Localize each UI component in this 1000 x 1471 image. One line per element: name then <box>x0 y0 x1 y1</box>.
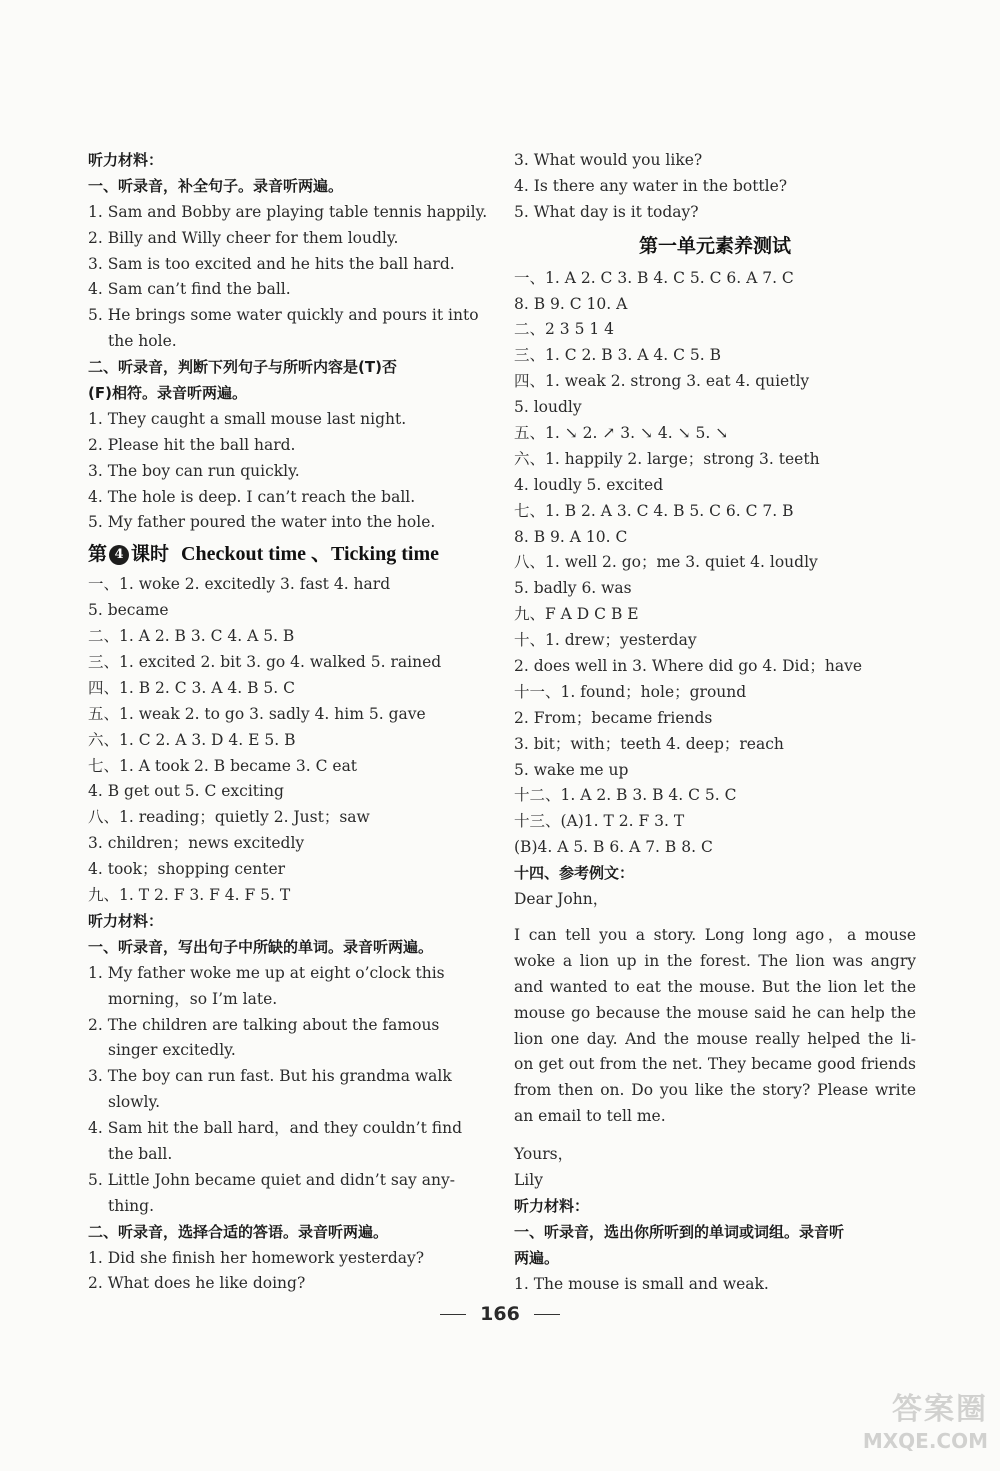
list-item: 4. Sam can’t find the ball. <box>88 280 291 299</box>
answer-line: 3. bit；with；teeth 4. deep；reach <box>514 734 784 753</box>
list-item: 1. Sam and Bobby are playing table tennis happily. <box>88 202 488 221</box>
unit-test-title: 第一单元素养测试 <box>638 234 791 257</box>
page-number <box>0 1303 1000 1325</box>
list-item: 2. Billy and Willy cheer for them loudly. <box>88 228 399 247</box>
list-item: 1. My father woke me up at eight o’clock this <box>88 963 445 982</box>
list-item: 5. He brings some water quickly and pours it into <box>88 306 479 325</box>
answer-line: 八、1. well 2. go；me 3. quiet 4. loudly <box>514 553 818 572</box>
letter-body: I can tell you a story. Long long ago，a mouse woke a lion up in the forest. The lion was angry and wanted to eat the mouse. But the lion let the mouse go because the mouse said he can help the lion one day. And the mouse really helped the li- on get out from the net. They became good friends from then on. Do you like the story? Please write an email to tell me. <box>514 925 916 1126</box>
list-item: 1. The mouse is small and weak. <box>514 1274 769 1293</box>
list-item: 1. Did she finish her homework yesterday? <box>88 1248 425 1267</box>
section-title: 二、听录音，选择合适的答语。录音听两遍。 <box>88 1222 389 1241</box>
answer-line: 2. does well in 3. Where did go 4. Did；have <box>514 657 863 676</box>
section-title-continuation: 两遍。 <box>514 1248 560 1267</box>
section-title: 一、听录音，选出你所听到的单词或词组。录音听 <box>514 1222 845 1241</box>
list-item-continuation: slowly. <box>108 1093 161 1112</box>
listening-header: 听力材料： <box>88 911 164 930</box>
list-item: 3. The boy can run quickly. <box>88 461 300 480</box>
list-item-continuation: the ball. <box>108 1144 173 1163</box>
lesson-title: Checkout time 、Ticking time <box>181 543 439 566</box>
answer-line: 四、1. B 2. C 3. A 4. B 5. C <box>88 678 295 697</box>
answer-line: 4. took；shopping center <box>88 860 286 879</box>
answer-line: 六、1. happily 2. large；strong 3. teeth <box>514 449 820 468</box>
answer-line: (B)4. A 5. B 6. A 7. B 8. C <box>514 838 713 857</box>
answer-line: 五、1. weak 2. to go 3. sadly 4. him 5. gave <box>88 704 426 723</box>
page-number-dash-left <box>440 1314 466 1315</box>
list-item: 2. Please hit the ball hard. <box>88 435 296 454</box>
list-item-continuation: thing. <box>108 1196 155 1215</box>
lesson-number-badge: 4 <box>109 545 129 565</box>
list-item: 3. What would you like? <box>514 151 703 169</box>
list-item: 2. The children are talking about the famous <box>88 1015 440 1034</box>
answer-line: 4. B get out 5. C exciting <box>88 782 284 801</box>
answer-line: 十一、1. found；hole；ground <box>514 682 747 701</box>
answer-line: 十二、1. A 2. B 3. B 4. C 5. C <box>514 786 737 805</box>
page-number-value: 166 <box>480 1303 520 1325</box>
answer-line: 十、1. drew；yesterday <box>514 631 697 650</box>
letter-signature: Lily <box>514 1171 543 1190</box>
watermark-url: MXQE.COM <box>862 1429 988 1453</box>
answer-line: 3. children；news excitedly <box>88 834 305 853</box>
list-item: 4. Is there any water in the bottle? <box>514 176 788 195</box>
answer-line: 五、1. ↘ 2. ↗ 3. ↘ 4. ↘ 5. ↘ <box>514 424 729 443</box>
section-title: 一、听录音，写出句子中所缺的单词。录音听两遍。 <box>88 937 434 956</box>
answer-line: 8. B 9. A 10. C <box>514 527 628 546</box>
answer-line: 九、1. T 2. F 3. F 4. F 5. T <box>88 886 291 905</box>
answer-line: 六、1. C 2. A 3. D 4. E 5. B <box>88 730 296 749</box>
answer-line: 四、1. weak 2. strong 3. eat 4. quietly <box>514 372 810 391</box>
answer-line: 十三、(A)1. T 2. F 3. T <box>514 812 685 831</box>
letter-closing: Yours， <box>514 1145 574 1164</box>
answer-line: 七、1. A took 2. B became 3. C eat <box>88 756 358 775</box>
letter-greeting: Dear John， <box>514 890 609 909</box>
lesson-suffix: 课时 <box>131 543 170 566</box>
page-number-dash-right <box>534 1314 560 1315</box>
list-item: 5. What day is it today? <box>514 202 699 221</box>
answer-line: 二、2 3 5 1 4 <box>514 320 615 339</box>
answer-line: 5. badly 6. was <box>514 579 632 598</box>
sample-essay-label: 十四、参考例文： <box>514 864 635 883</box>
list-item: 3. Sam is too excited and he hits the ball hard. <box>88 254 455 273</box>
list-item-continuation: singer excitedly. <box>108 1041 236 1060</box>
answer-line: 4. loudly 5. excited <box>514 475 664 494</box>
left-column <box>88 148 496 1297</box>
list-item: 4. The hole is deep. I can’t reach the ball. <box>88 487 416 506</box>
answer-line: 5. wake me up <box>514 760 629 779</box>
answer-line: 七、1. B 2. A 3. C 4. B 5. C 6. C 7. B <box>514 501 794 520</box>
answer-line: 三、1. C 2. B 3. A 4. C 5. B <box>514 346 721 365</box>
list-item: 5. My father poured the water into the hole. <box>88 513 436 532</box>
list-item: 3. The boy can run fast. But his grandma walk <box>88 1067 452 1086</box>
list-item: 2. What does he like doing? <box>88 1274 306 1293</box>
list-item: 1. They caught a small mouse last night. <box>88 409 407 428</box>
list-item-continuation: morning，so I’m late. <box>108 989 278 1008</box>
list-item: 5. Little John became quiet and didn’t say any- <box>88 1170 455 1189</box>
answer-line: 二、1. A 2. B 3. C 4. A 5. B <box>88 627 295 646</box>
right-column <box>514 148 916 1298</box>
answer-line: 九、F A D C B E <box>514 605 639 624</box>
answer-line: 5. became <box>88 601 169 620</box>
list-item-continuation: the hole. <box>108 332 177 351</box>
watermark-text: 答案圈 <box>892 1392 988 1427</box>
section-title: 一、听录音，补全句子。录音听两遍。 <box>88 176 344 195</box>
answer-line: 一、1. woke 2. excitedly 3. fast 4. hard <box>88 575 391 594</box>
answer-line: 5. loudly <box>514 398 582 417</box>
answer-line: 8. B 9. C 10. A <box>514 294 628 313</box>
lesson-heading <box>88 536 496 572</box>
listening-header: 听力材料： <box>514 1196 590 1215</box>
section-title-continuation: (F)相符。录音听两遍。 <box>88 384 247 403</box>
answer-line: 一、1. A 2. C 3. B 4. C 5. C 6. A 7. C <box>514 268 794 287</box>
lesson-prefix: 第 <box>88 543 108 566</box>
list-item: 4. Sam hit the ball hard，and they couldn’t find <box>88 1119 462 1138</box>
watermark-logo <box>838 1392 988 1464</box>
answer-line: 2. From；became friends <box>514 708 713 727</box>
answer-line: 三、1. excited 2. bit 3. go 4. walked 5. rained <box>88 653 442 672</box>
section-title: 二、听录音，判断下列句子与所听内容是(T)否 <box>88 358 397 377</box>
listening-header: 听力材料： <box>88 151 164 169</box>
answer-line: 八、1. reading；quietly 2. Just；saw <box>88 808 370 827</box>
